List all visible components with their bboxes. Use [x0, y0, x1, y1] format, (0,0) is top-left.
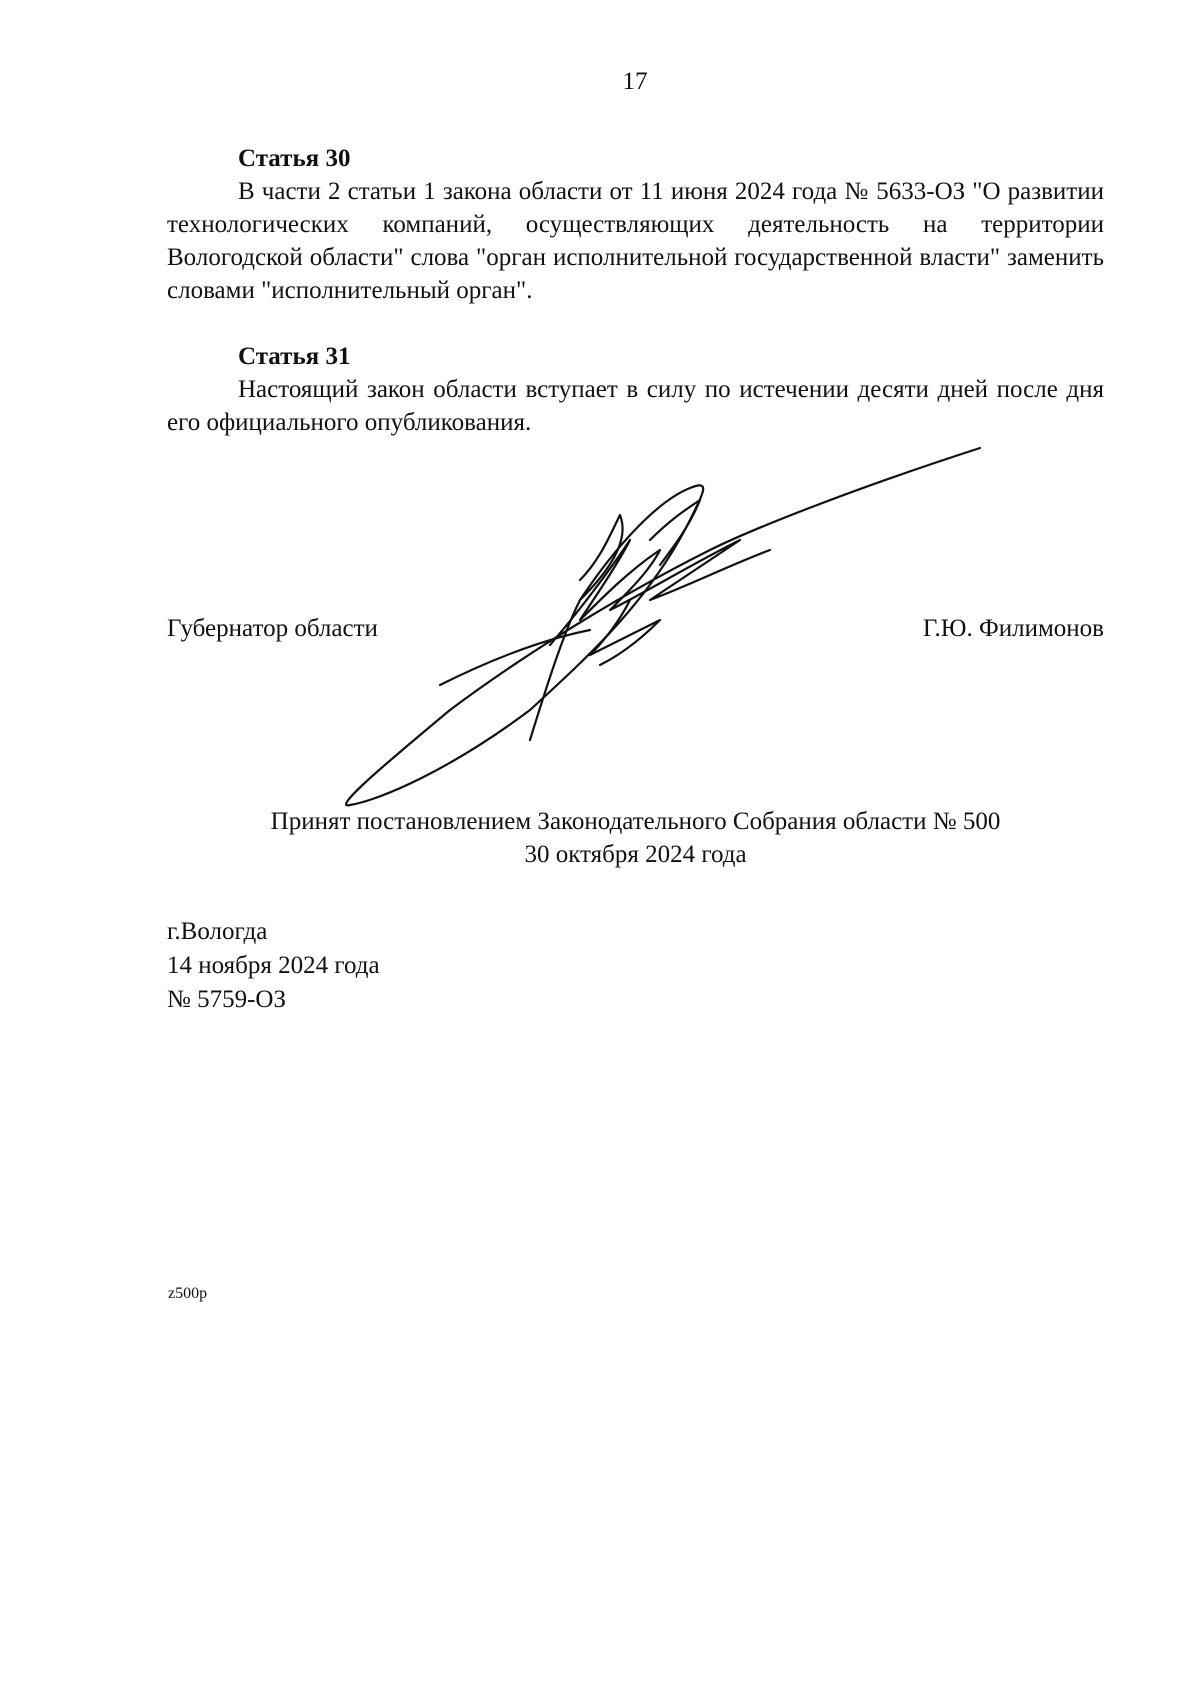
signing-date: 14 ноября 2024 года: [167, 952, 380, 979]
city: г.Вологда: [167, 918, 268, 945]
article-30-text: В части 2 статьи 1 закона области от 11 июня 2024 года № 5633-ОЗ "О развитии технологических компаний, осуществляющих деятельность на территории Вологодской области" слова "орган исполнительной государственной власти" заменить словами "исполнительный орган".: [167, 178, 1104, 304]
handwritten-signature: [330, 440, 990, 810]
document-code: z500p: [168, 1285, 208, 1302]
adoption-line-1: Принят постановлением Законодательного Собрания области № 500: [270, 808, 1001, 835]
adoption-note: [167, 805, 1104, 871]
adoption-line-2: 30 октября 2024 года: [524, 841, 747, 868]
law-number: № 5759-ОЗ: [167, 986, 287, 1013]
article-31: [167, 340, 1104, 439]
article-30: [167, 142, 1104, 307]
article-31-heading: Статья 31: [238, 343, 351, 370]
article-31-text: Настоящий закон области вступает в силу по истечении десяти дней после дня его официального опубликования.: [167, 376, 1104, 436]
governor-name: Г.Ю. Филимонов: [922, 615, 1104, 642]
place-date-block: [167, 915, 380, 1017]
page-number: 17: [622, 68, 648, 95]
article-30-heading: Статья 30: [238, 145, 351, 172]
governor-title: Губернатор области: [167, 615, 378, 642]
